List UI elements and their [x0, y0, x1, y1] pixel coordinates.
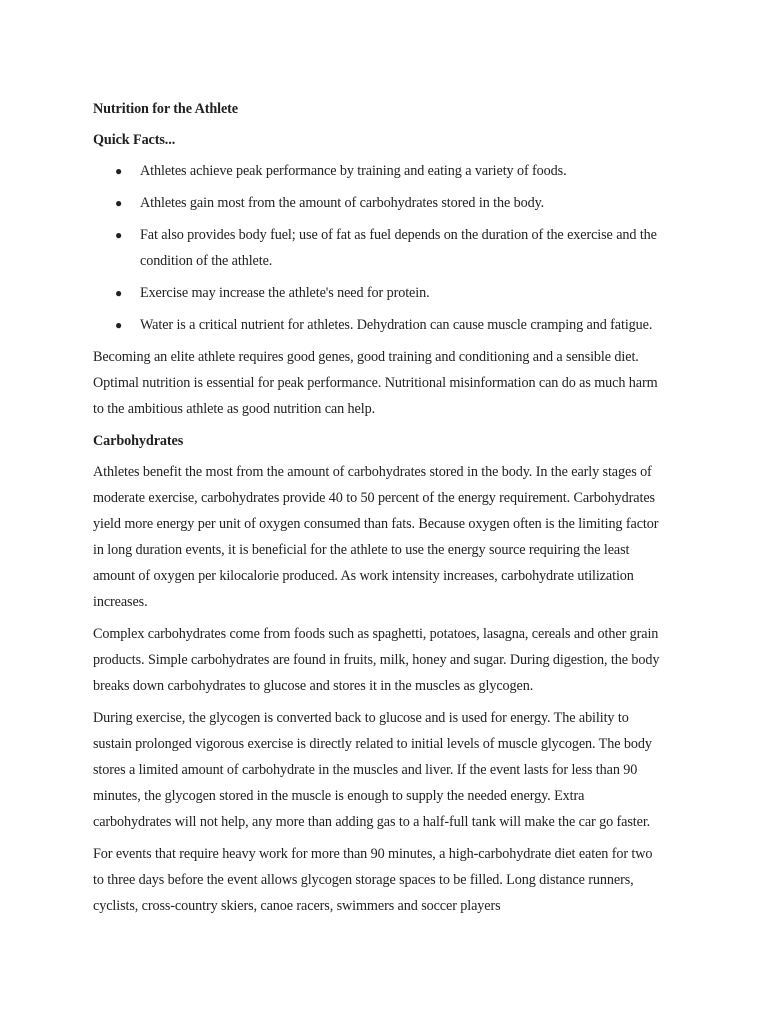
quick-facts-heading: Quick Facts... [93, 132, 176, 148]
bullet-icon: ● [115, 196, 123, 210]
list-item-text: Water is a critical nutrient for athletes. Dehydration can cause muscle cramping and fatigue. [140, 317, 653, 333]
carbohydrates-paragraph: For events that require heavy work for more than 90 minutes, a high-carbohydrate diet eaten for two to three days before the event allows glycogen storage spaces to be filled. Long distance runners, cyclists, cross-country skiers, canoe racers, swimmers and soccer players [93, 846, 653, 914]
bullet-icon: ● [115, 318, 123, 332]
carbohydrates-paragraph: Complex carbohydrates come from foods such as spaghetti, potatoes, lasagna, cereals and other grain products. Simple carbohydrates are found in fruits, milk, honey and sugar. During digestion, the body breaks down carbohydrates to glucose and stores it in the muscles as glycogen. [93, 626, 660, 694]
list-item-text: Athletes gain most from the amount of carbohydrates stored in the body. [140, 195, 545, 211]
list-item [93, 190, 663, 216]
list-item [93, 158, 663, 184]
list-item-text: Athletes achieve peak performance by training and eating a variety of foods. [140, 163, 567, 179]
intro-paragraph: Becoming an elite athlete requires good genes, good training and conditioning and a sensible diet. Optimal nutrition is essential for peak performance. Nutritional misinformation can do as much harm to the ambitious athlete as good nutrition can help. [93, 349, 658, 417]
list-item-text: Fat also provides body fuel; use of fat as fuel depends on the duration of the exercise and the condition of the athlete. [140, 227, 657, 269]
carbohydrates-paragraph: Athletes benefit the most from the amount of carbohydrates stored in the body. In the early stages of moderate exercise, carbohydrates provide 40 to 50 percent of the energy requirement. Carbohydrates yield more energy per unit of oxygen consumed than fats. Because oxygen often is the limiting factor in long duration events, it is beneficial for the athlete to use the energy source requiring the least amount of oxygen per kilocalorie produced. As work intensity increases, carbohydrate utilization increases. [93, 464, 659, 610]
bullet-icon: ● [115, 164, 123, 178]
quick-facts-list [93, 158, 663, 338]
document-title: Nutrition for the Athlete [93, 101, 238, 117]
bullet-icon: ● [115, 228, 123, 242]
document-page [93, 96, 663, 925]
list-item-text: Exercise may increase the athlete's need for protein. [140, 285, 430, 301]
list-item [93, 222, 663, 274]
carbohydrates-paragraph: During exercise, the glycogen is converted back to glucose and is used for energy. The ability to sustain prolonged vigorous exercise is directly related to initial levels of muscle glycogen. The body stores a limited amount of carbohydrate in the muscles and liver. If the event lasts for less than 90 minutes, the glycogen stored in the muscle is enough to supply the needed energy. Extra carbohydrates will not help, any more than adding gas to a half-full tank will make the car go faster. [93, 710, 652, 830]
carbohydrates-heading: Carbohydrates [93, 433, 184, 449]
list-item [93, 312, 663, 338]
list-item [93, 280, 663, 306]
bullet-icon: ● [115, 286, 123, 300]
